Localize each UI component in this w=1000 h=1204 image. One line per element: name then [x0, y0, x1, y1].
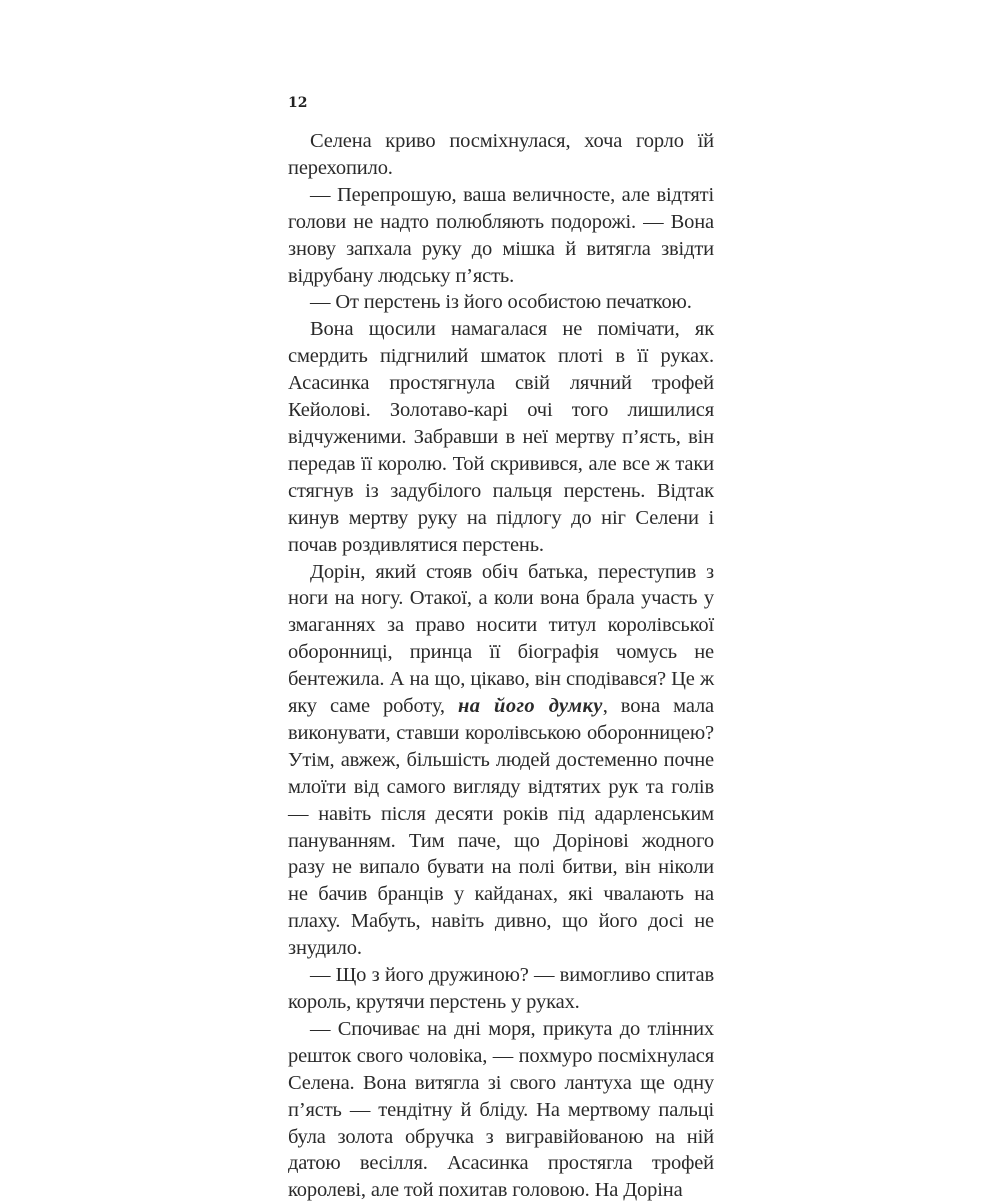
paragraph	[288, 182, 714, 290]
paragraph	[288, 559, 714, 963]
book-page	[288, 92, 714, 1204]
paragraph	[288, 289, 714, 316]
paragraph	[288, 128, 714, 182]
emphasis-text: на його думку	[457, 695, 603, 718]
text-run: — Що з його дружиною? — вимогливо спитав король, крутячи перстень у руках.	[288, 964, 714, 1013]
paragraph	[288, 1016, 714, 1204]
text-run: — Спочиває на дні моря, прикута до тлінних решток свого чоловіка, — похмуро посміхнулася Селена. Вона витягла зі свого лантуха ще одну п’ясть — тендітну й бліду. На мертвому пальці була золота обручка з вигравійованою на ній датою весілля. Асасинка простягла трофей королеві, але той похитав головою. На Доріна	[288, 1017, 714, 1202]
paragraph	[288, 962, 714, 1016]
text-run: — От перстень із його особистою печаткою.	[310, 291, 692, 314]
text-run: Вона щосили намагалася не помічати, як смердить підгнилий шматок плоті в її руках. Асасинка простягнула свій лячний трофей Кейоловi. Золотаво-карі очі того лишилися відчуженими. Забравши в неї мертву п’ясть, він передав її королю. Той скривився, але все ж таки стягнув із задубілого пальця перстень. Відтак кинув мертву руку на підлогу до ніг Селени і почав роздивлятися перстень.	[288, 318, 714, 556]
text-run: Дорін, який стояв обіч батька, переступив з ноги на ногу. Отакої, а коли вона брала участь у змаганнях за право носити титул королівської оборонниці, принца її біографія чомусь не бентежила. А на що, цікаво, він сподівався? Це ж яку саме роботу,	[288, 560, 714, 718]
text-run: , вона мала виконувати, ставши королівською оборонницею? Утім, авжеж, більшість людей достеменно почне млоїти від самого вигляду відтятих рук та голів — навіть після десяти років під адарленським пануванням. Тим паче, що Дорінові жодного разу не випало бувати на полі битви, він ніколи не бачив бранців у кайданах, які чвалають на плаху. Мабуть, навіть дивно, що його досі не знудило.	[288, 695, 714, 960]
paragraph	[288, 316, 714, 558]
page-number: 12	[288, 95, 308, 111]
text-run: — Перепрошую, ваша величносте, але відтяті голови не надто полюбляють подорожі. — Вона знову запхала руку до мішка й витягла звідти відрубану людську п’ясть.	[288, 183, 714, 287]
text-run: Селена криво посміхнулася, хоча горло їй перехопило.	[288, 130, 714, 179]
page-body	[288, 128, 714, 1204]
